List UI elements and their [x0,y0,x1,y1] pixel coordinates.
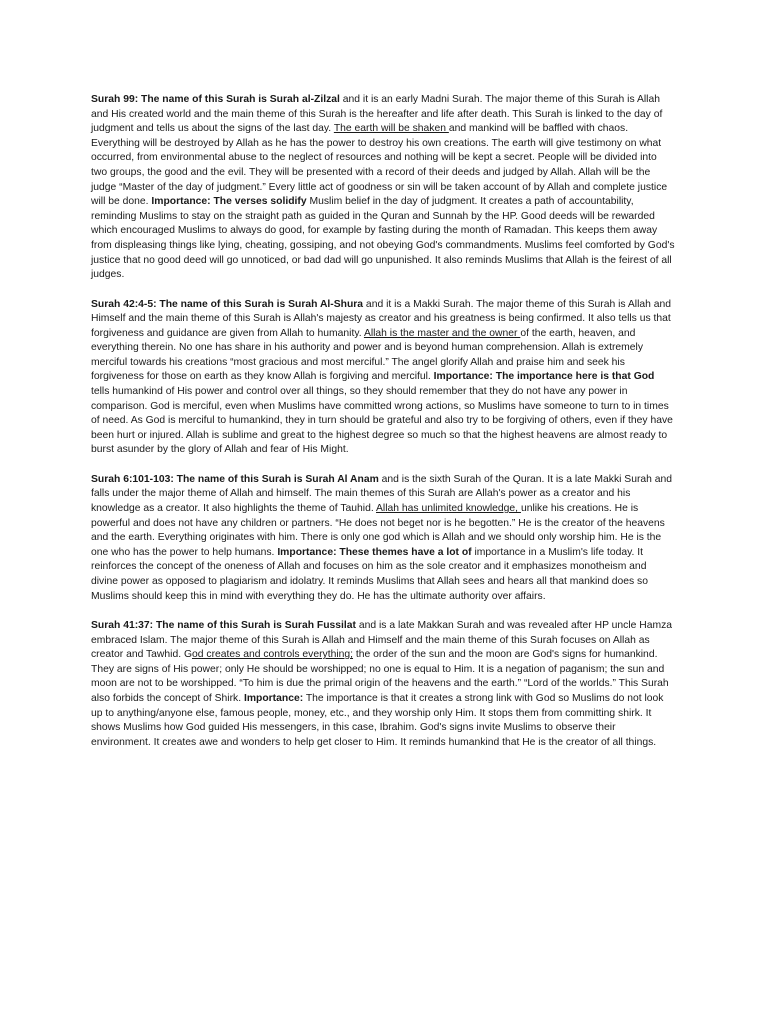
paragraph-text: and is the sixth Surah of the Quran. It is a late Makki Surah and falls under the major theme of Allah and himself. The main themes of this Surah are Allah's power as a creator and his knowledge as a creator. It also highlights the theme of Tauhid. [91,473,673,515]
surah-heading: Surah 99: The name of this Surah is Surah al-Zilzal [91,94,340,105]
paragraph-text: and is a late Makkan Surah and was revealed after HP uncle Hamza embraced Islam. The major theme of this Surah is Allah and Himself and the main theme of this Surah focuses on Allah as creator and Tawhid. G [91,619,673,661]
importance-label: Importance: The verses solidify [151,196,307,208]
paragraph-text: the order of the sun and the moon are God's signs for humankind. They are signs of His power; only He should be worshipped; no one is equal to Him. It is a negation of paganism; the sun and moon are not to be worshipped. “To him is due the primal origin of the heavens and the earth.” “Lord of the worlds.” This Surah also forbids the concept of Shirk. [91,649,669,704]
surah-heading: Surah 42:4-5: The name of this Surah is Surah Al-Shura [91,298,364,310]
importance-label: Importance: [243,692,304,704]
importance-label: Importance: These themes have a lot of [277,546,472,558]
importance-label: Importance: The importance here is that God [433,371,655,383]
paragraph-text: unlike his creations. He is powerful and does not have any children or partners. “He does not beget nor is he begotten.” He is the creator of the heavens and the earth. Everything originates with him. There is only one god which is Allah and we should only worship him. He is the one who has the power to help humans. [91,503,665,558]
paragraph-surah-41 [91,619,675,750]
underlined-phrase: Allah is the master and the owner [363,327,521,339]
paragraph-text: Muslim belief in the day of judgment. It creates a path of accountability, reminding Muslims to stay on the straight path as guided in the Quran and Sunnah by the HP. Good deeds will be rewarded which encouraged Muslims to always do good, for example by fasting during the month of Ramadan. This keeps them away from displeasing things like lying, cheating, gossiping, and not obeying God's commandments. Muslims feel comforted by God's justice that no good deed will go unnoticed, or bad dad will go unpunished. It also reminds Muslims that Allah is the feirest of all judges. [91,196,675,281]
paragraph-text: and it is a Makki Surah. The major theme of this Surah is Allah and Himself and the main theme of this Surah is Allah's majesty as creator and his greatness is being confirmed. It also tells us that forgiveness and guidance are given from Allah to humanity. [91,298,672,339]
paragraph-text: and mankind will be baffled with chaos. Everything will be destroyed by Allah as he has the power to destroy his own creations. The earth will give testimony on what occurred, from environmental abuse to the neglect of resources and nothing will be kept a secret. People will be divided into two groups, the good and the evil. They will be presented with a record of their deeds and judged by Allah. Allah will be the judge “Master of the day of judgment.” Every little act of goodness or sin will be taken account of by Allah and complete justice will be done. [91,123,668,208]
paragraph-text: The importance is that it creates a strong link with God so Muslims do not look up to anything/anyone else, famous people, money, etc., and they worship only Him. It stops them from committing shirk. It shows Muslims how God guided His messengers, in this case, Ibrahim. God's signs invite Muslims to observe their environment. It creates awe and wonders to help get closer to Him. It reminds humankind that He is the creator of all things. [91,692,664,748]
paragraph-surah-42 [91,298,675,459]
paragraph-text: and it is an early Madni Surah. The major theme of this Surah is Allah and His created world and the main theme of this Surah is the hereafter and life after death. This Surah is linked to the day of judgment and tells us about the signs of the last day. [91,94,663,135]
surah-heading: Surah 6:101-103: The name of this Surah is Surah Al Anam [91,473,379,485]
paragraph-text: tells humankind of His power and control over all things, so they should remember that they do not have any power in comparison. God is merciful, even when Muslims have committed wrong actions, so Muslims have someone to turn to in times of need. As God is merciful to humankind, they in turn should be grateful and also try to be forgiving of others, even if they have been hurt or injured. Allah is sublime and great to the highest degree so much so that the highest heavens are almost ready to burst asunder by the glory of Allah and fear of His Might. [91,386,673,456]
document-page [91,93,675,765]
paragraph-text: of the earth, heaven, and everything therein. No one has share in his authority and power and is beyond human comprehension. Allah is extremely merciful towards his creations “most gracious and most merciful.” The angel glorify Allah and praise him and seek his forgiveness for those on earth as they know Allah is forgiving and merciful. [91,327,643,383]
underlined-phrase: Allah has unlimited knowledge, [376,503,521,515]
underlined-phrase: The earth will be shaken [333,123,449,135]
underlined-phrase: od creates and controls everything; [192,649,354,661]
paragraph-surah-99 [91,93,675,283]
surah-heading: Surah 41:37: The name of this Surah is Surah Fussilat [91,619,356,631]
paragraph-surah-6 [91,473,675,604]
paragraph-text: importance in a Muslim's life today. It reinforces the concept of the oneness of Allah and focuses on him as the sole creator and it emphasizes monotheism and divine power as opposed to plagiarism and idolatry. It reminds Muslims that Allah sees and hears all that mankind does so Muslims should keep this in mind with everything they do. He has the ultimate authority over affairs. [91,546,648,602]
